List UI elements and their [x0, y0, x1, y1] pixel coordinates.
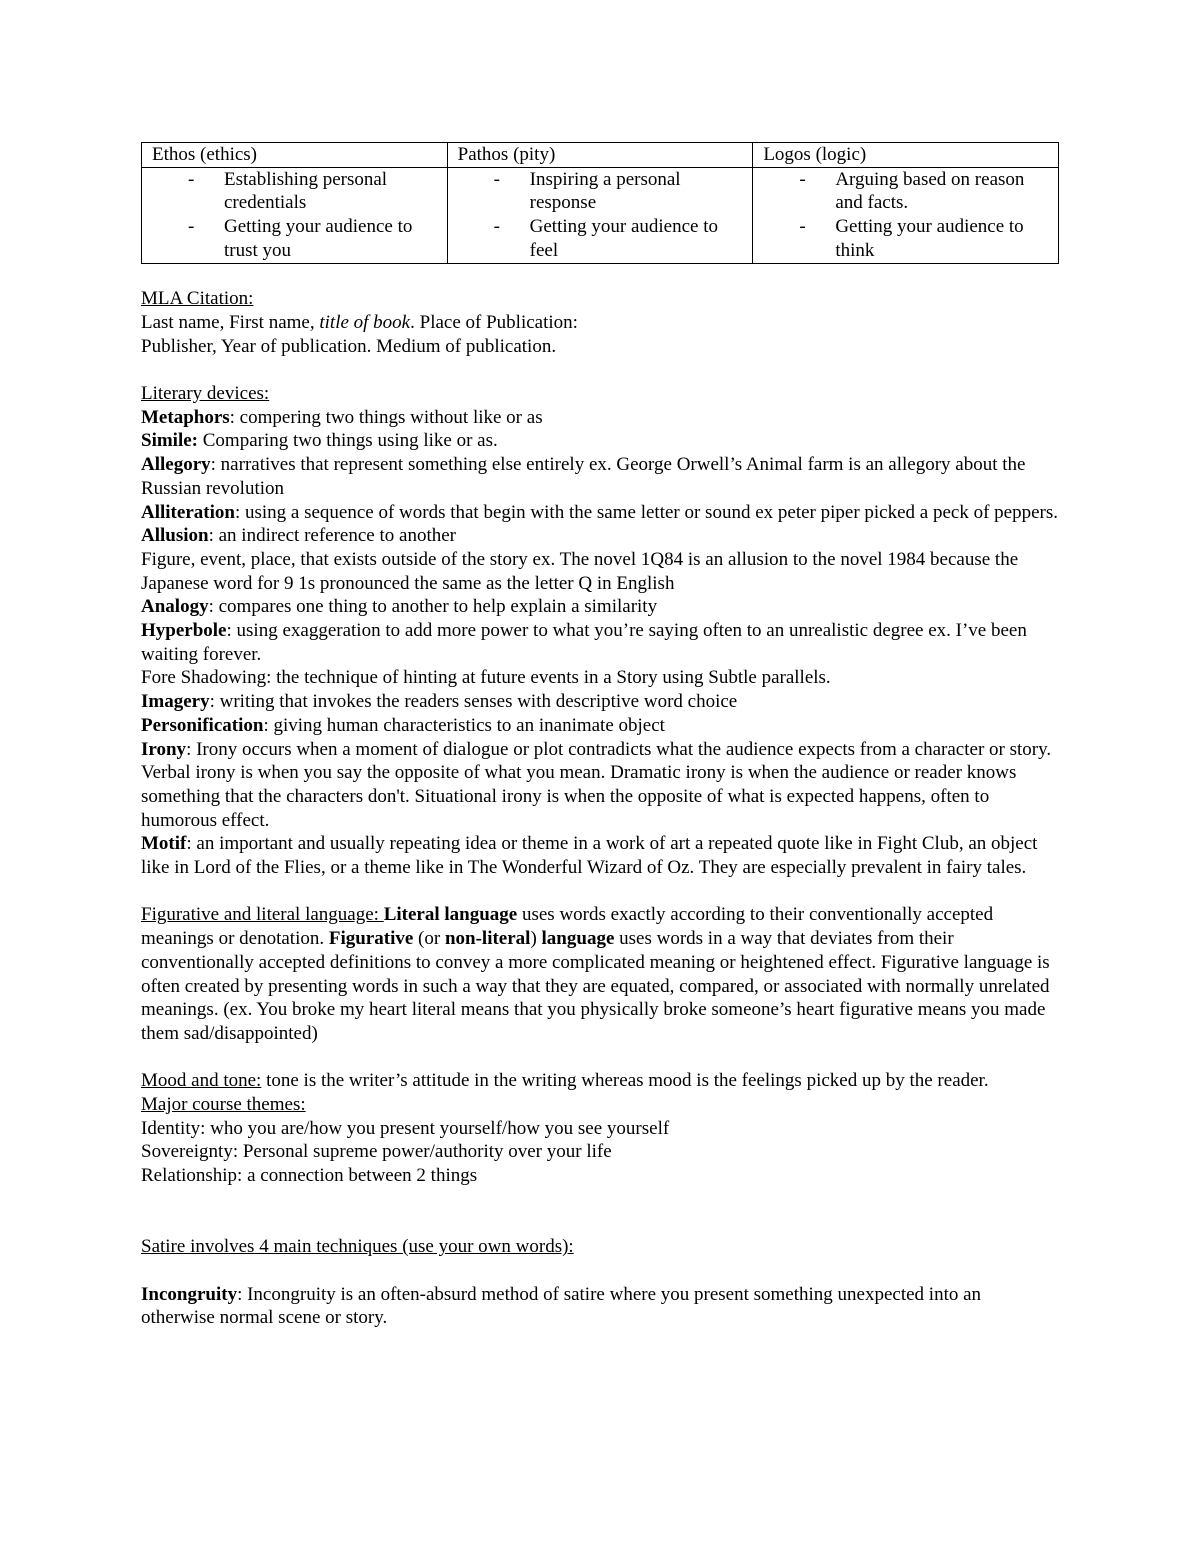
list-item: - Inspiring a personal response [493, 168, 681, 214]
satire-heading: Satire involves 4 main techniques (use your own words): [141, 1236, 574, 1258]
ethos-header: Ethos (ethics) [142, 143, 448, 168]
mood-heading: Mood and tone: [141, 1070, 262, 1092]
ethos-list [152, 168, 439, 263]
dash-bullet: - [799, 216, 806, 238]
device-metaphors: Metaphors: compering two things without like or as [141, 406, 543, 428]
spacer [141, 1188, 1059, 1235]
device-allegory: Allegory: narratives that represent something else entirely ex. George Orwell’s Animal farm is an allegory about the Russian revolution [141, 454, 1026, 499]
themes-heading: Major course themes: [141, 1094, 306, 1116]
pathos-cell [447, 167, 753, 263]
device-personification: Personification: giving human characteristics to an inanimate object [141, 714, 665, 736]
dash-bullet: - [799, 168, 806, 190]
list-item: - Getting your audience to feel [493, 216, 719, 261]
mla-heading: MLA Citation: [141, 288, 254, 310]
literary-devices-section [141, 382, 1059, 880]
pathos-list [458, 168, 745, 263]
literary-heading: Literary devices: [141, 383, 270, 404]
logos-cell [753, 167, 1059, 263]
device-allusion: Allusion: an indirect reference to another [141, 525, 456, 547]
device-irony: Irony: Irony occurs when a moment of dialogue or plot contradicts what the audience expects from a character or story. Verbal irony is when you say the opposite of what you mean. Dramatic irony is when the audience or reader knows something that the characters don't. Situational irony is when the opposite of what is expected happens, often to humorous effect. [141, 738, 1052, 831]
dash-bullet: - [493, 216, 500, 238]
mla-line-2: Publisher, Year of publication. Medium of publication. [141, 335, 557, 357]
dash-bullet: - [188, 168, 195, 190]
device-simile: Simile: Comparing two things using like or as. [141, 430, 498, 452]
device-motif: Motif: an important and usually repeating idea or theme in a work of art a repeated quote like in Fight Club, an object like in Lord of the Flies, or a theme like in The Wonderful Wizard of Oz. They are especially prevalent in fairy tales. [141, 833, 1038, 879]
theme-identity: Identity: who you are/how you present yourself/how you see yourself [141, 1117, 670, 1139]
satire-section [141, 1235, 1059, 1330]
list-item: - Arguing based on reason and facts. [799, 168, 1025, 214]
mla-section [141, 287, 1059, 358]
allusion-continuation: Figure, event, place, that exists outside of the story ex. The novel 1Q84 is an allusion to the novel 1984 because the Japanese word for 9 1s pronounced the same as the letter Q in English [141, 548, 1019, 594]
themes-section [141, 1093, 1059, 1188]
device-hyperbole: Hyperbole: using exaggeration to add more power to what you’re saying often to an unrealistic degree ex. I’ve been waiting forever. [141, 620, 1027, 665]
list-item: - Establishing personal credentials [188, 168, 388, 214]
document-page [141, 142, 1059, 1330]
spacer [141, 358, 1059, 382]
logos-list [763, 168, 1050, 263]
pathos-header: Pathos (pity) [447, 143, 753, 168]
list-item: - Getting your audience to trust you [188, 216, 413, 261]
spacer [141, 264, 1059, 288]
rhetorical-appeals-table [141, 142, 1059, 264]
table-header-row [142, 143, 1059, 168]
theme-relationship: Relationship: a connection between 2 things [141, 1165, 478, 1187]
ethos-cell [142, 167, 448, 263]
list-item: - Getting your audience to think [799, 216, 1024, 261]
spacer [141, 1259, 1059, 1283]
mla-line-1: Last name, First name, title of book. Place of Publication: [141, 311, 578, 333]
device-imagery: Imagery: writing that invokes the readers senses with descriptive word choice [141, 691, 738, 713]
dash-bullet: - [493, 168, 500, 190]
logos-header: Logos (logic) [753, 143, 1059, 168]
device-alliteration: Alliteration: using a sequence of words that begin with the same letter or sound ex peter piper picked a peck of peppers. [141, 501, 1059, 523]
satire-incongruity: Incongruity: Incongruity is an often-absurd method of satire where you present something unexpected into an otherwise normal scene or story. [141, 1283, 982, 1329]
device-foreshadowing: Fore Shadowing: the technique of hinting at future events in a Story using Subtle parallels. [141, 667, 831, 689]
figurative-section: Figurative and literal language: Literal language uses words exactly according to their conventionally accepted meanings or denotation. Figurative (or non-literal) language uses words in a way that deviates from their conventionally accepted definitions to convey a more complicated meaning or heightened effect. Figurative language is often created by presenting words in such a way that they are equated, compared, or associated with normally unrelated meanings. (ex. You broke my heart literal means that you physically broke someone’s heart figurative means you made them sad/disappointed) [141, 904, 1050, 1044]
table-body-row [142, 167, 1059, 263]
spacer [141, 880, 1059, 904]
theme-sovereignty: Sovereignty: Personal supreme power/authority over your life [141, 1141, 612, 1163]
dash-bullet: - [188, 216, 195, 238]
mood-tone-section: Mood and tone: tone is the writer’s attitude in the writing whereas mood is the feelings picked up by the reader. [141, 1070, 989, 1092]
spacer [141, 1046, 1059, 1070]
device-analogy: Analogy: compares one thing to another to help explain a similarity [141, 596, 658, 618]
figurative-heading: Figurative and literal language: [141, 904, 379, 926]
